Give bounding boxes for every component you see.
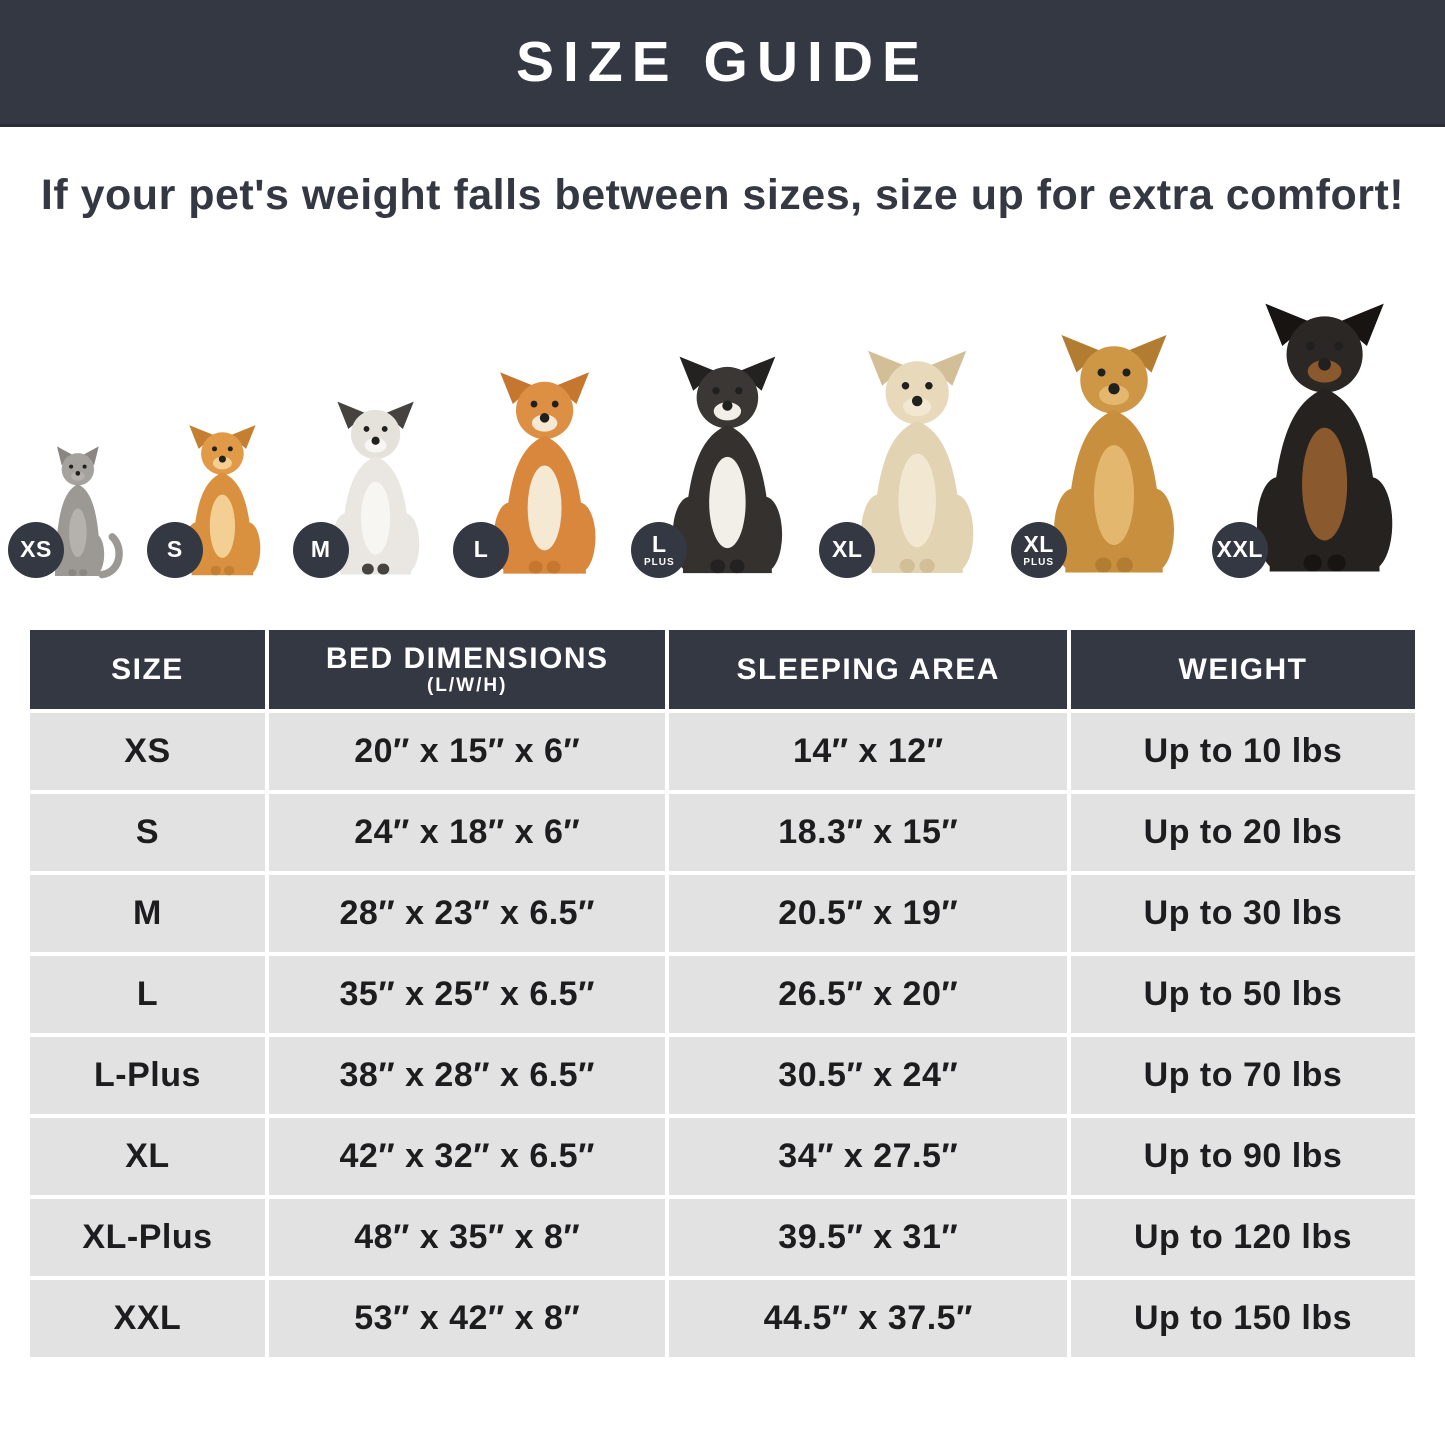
weight-cell: Up to 90 lbs — [1071, 1118, 1415, 1195]
size-badge-label: S — [166, 535, 183, 562]
sleeping-area-cell: 14″ x 12″ — [669, 713, 1067, 790]
sleeping-area-cell: 34″ x 27.5″ — [669, 1118, 1067, 1195]
bed-dimensions-cell: 42″ x 32″ x 6.5″ — [269, 1118, 666, 1195]
weight-cell: Up to 10 lbs — [1071, 713, 1415, 790]
size-cell: S — [30, 794, 265, 871]
weight-cell: Up to 70 lbs — [1071, 1037, 1415, 1114]
subtitle-text: If your pet's weight falls between sizes, size up for extra comfort! — [40, 171, 1405, 219]
weight-cell: Up to 20 lbs — [1071, 794, 1415, 871]
size-badge-sublabel: PLUS — [1023, 556, 1054, 568]
weight-cell: Up to 50 lbs — [1071, 956, 1415, 1033]
pet-item-xl — [831, 346, 987, 580]
pet-item-xl-plus — [1023, 330, 1189, 580]
pet-item-m — [310, 398, 430, 580]
col-header-size-label: SIZE — [111, 652, 184, 686]
sleeping-area-cell: 39.5″ x 31″ — [669, 1199, 1067, 1276]
size-cell: XXL — [30, 1280, 265, 1357]
size-badge-label: XS — [20, 535, 52, 562]
bed-dimensions-cell: 53″ x 42″ x 8″ — [269, 1280, 666, 1357]
bed-dimensions-cell: 48″ x 35″ x 8″ — [269, 1199, 666, 1276]
size-table — [30, 630, 1415, 1357]
size-badge-xl — [819, 522, 875, 578]
weight-cell: Up to 120 lbs — [1071, 1199, 1415, 1276]
size-cell: L-Plus — [30, 1037, 265, 1114]
col-header-sleeping-area — [669, 630, 1067, 709]
page-title: SIZE GUIDE — [515, 30, 930, 94]
size-badge-l-plus — [631, 522, 687, 578]
weight-cell: Up to 150 lbs — [1071, 1280, 1415, 1357]
size-cell: XS — [30, 713, 265, 790]
size-badge-label: XL — [831, 535, 863, 562]
size-badge-label: XL — [1023, 530, 1054, 557]
col-header-size — [30, 630, 265, 709]
size-badge-s — [147, 522, 203, 578]
size-badge-sublabel: PLUS — [643, 556, 675, 568]
pet-item-l — [473, 368, 608, 580]
sleeping-area-cell: 18.3″ x 15″ — [669, 794, 1067, 871]
pet-item-s — [166, 422, 270, 580]
bed-dimensions-cell: 38″ x 28″ x 6.5″ — [269, 1037, 666, 1114]
size-badge-label: XXL — [1216, 535, 1263, 562]
bed-dimensions-cell: 28″ x 23″ x 6.5″ — [269, 875, 666, 952]
size-badge-xl-plus — [1011, 522, 1067, 578]
size-cell: XL-Plus — [30, 1199, 265, 1276]
col-header-bed-label: BED DIMENSIONS — [325, 641, 609, 675]
pets-lineup-row — [0, 258, 1445, 580]
col-header-weight-label: WEIGHT — [1178, 652, 1308, 686]
size-badge-label: M — [310, 535, 331, 562]
size-badge-xs — [8, 522, 64, 578]
size-badge-m — [293, 522, 349, 578]
pet-item-xs — [20, 445, 124, 580]
col-header-sleeping-label: SLEEPING AREA — [736, 652, 1000, 686]
size-cell: M — [30, 875, 265, 952]
sleeping-area-cell: 30.5″ x 24″ — [669, 1037, 1067, 1114]
weight-cell: Up to 30 lbs — [1071, 875, 1415, 952]
size-cell: XL — [30, 1118, 265, 1195]
size-badge-l — [453, 522, 509, 578]
size-badge-label: L — [473, 535, 489, 562]
size-badge-label: L — [652, 530, 667, 557]
sleeping-area-cell: 20.5″ x 19″ — [669, 875, 1067, 952]
sleeping-area-cell: 26.5″ x 20″ — [669, 956, 1067, 1033]
size-cell: L — [30, 956, 265, 1033]
col-header-weight — [1071, 630, 1415, 709]
col-header-bed-sublabel: (L/W/H) — [426, 675, 508, 697]
bed-dimensions-cell: 20″ x 15″ x 6″ — [269, 713, 666, 790]
sleeping-area-cell: 44.5″ x 37.5″ — [669, 1280, 1067, 1357]
bed-dimensions-cell: 24″ x 18″ x 6″ — [269, 794, 666, 871]
pet-item-l-plus — [643, 352, 796, 580]
size-guide-header — [0, 0, 1445, 127]
bed-dimensions-cell: 35″ x 25″ x 6.5″ — [269, 956, 666, 1033]
pet-item-xxl — [1216, 298, 1409, 580]
col-header-bed-dimensions — [269, 630, 666, 709]
size-badge-xxl — [1212, 522, 1268, 578]
